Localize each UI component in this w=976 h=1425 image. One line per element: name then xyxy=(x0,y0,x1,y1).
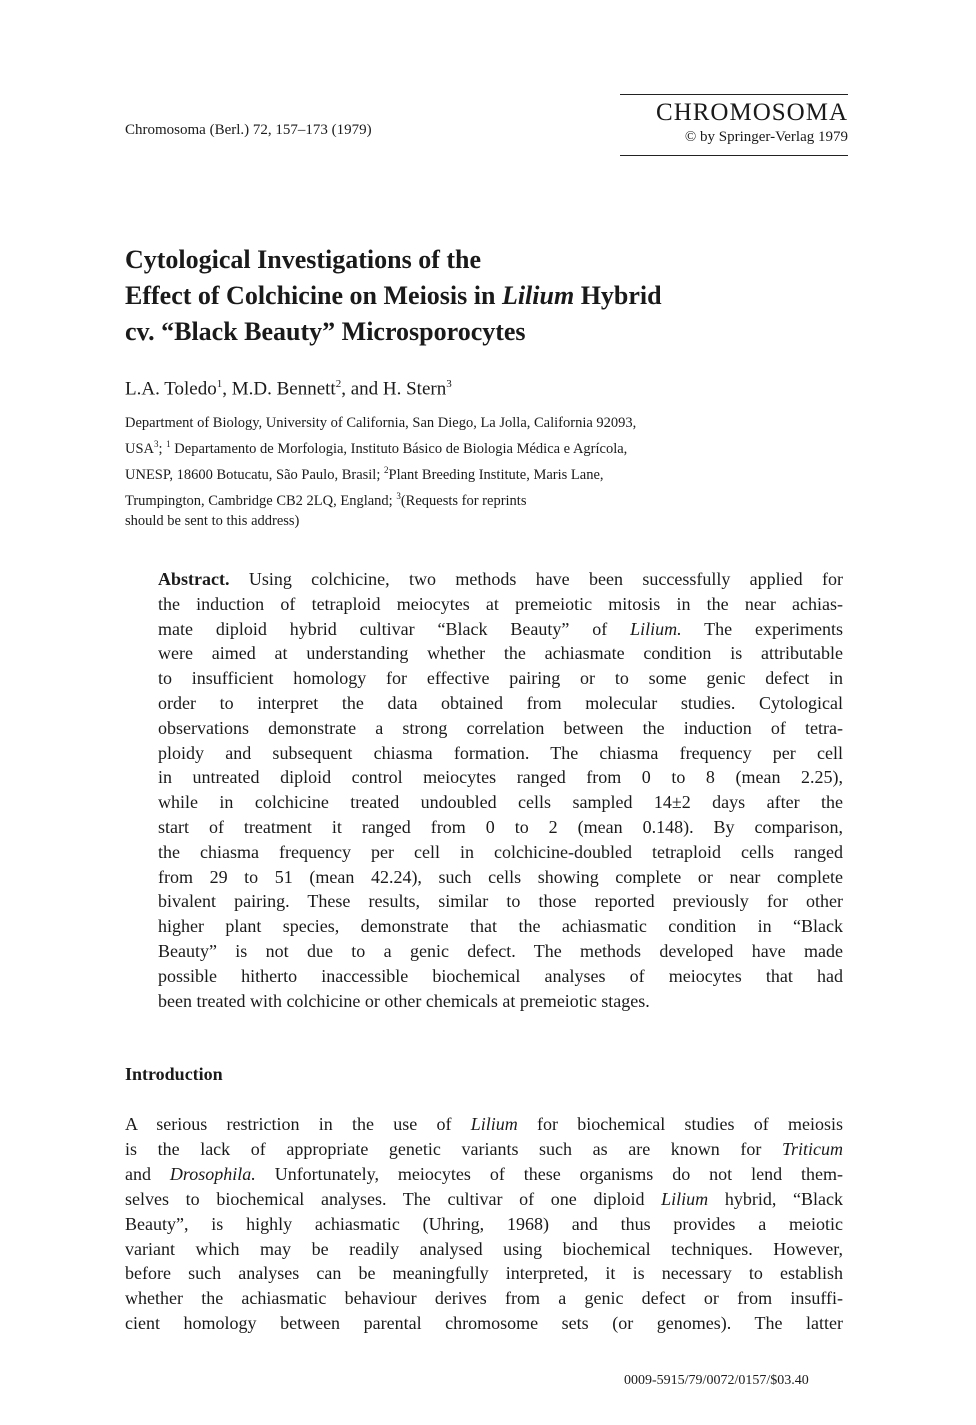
author-bennett-mark: 2 xyxy=(335,378,342,390)
introduction-body xyxy=(125,1112,843,1336)
journal-masthead xyxy=(620,94,848,156)
abstract-line: to insufficient homology for effective pairing or to some genic defect in xyxy=(158,668,843,689)
affiliation-text: Departamento de Morfologia, Instituto Básico de Biologia Médica e Agrícola, xyxy=(170,440,628,457)
abstract-line: from 29 to 51 (mean 42.24), such cells showing complete or near complete xyxy=(158,866,843,887)
affiliation-text: Plant Breeding Institute, Maris Lane, xyxy=(388,466,604,483)
intro-line xyxy=(125,1187,843,1212)
affiliation-line xyxy=(125,486,825,512)
intro-line: before such analyses can be meaningfully interpreted, it is necessary to establish xyxy=(125,1263,843,1284)
copyright-line: © by Springer-Verlag 1979 xyxy=(684,129,848,145)
author-separator: , and xyxy=(341,378,383,400)
affiliation-mark: 3 xyxy=(154,439,159,449)
abstract-line: start of treatment it ranged from 0 to 2 (mean 0.148). By comparison, xyxy=(158,816,843,837)
title-line-1: Cytological Investigations of the xyxy=(125,245,482,274)
affiliation-line: Department of Biology, University of California, San Diego, La Jolla, California 92093, xyxy=(125,415,637,431)
affiliation-mark: 2 xyxy=(384,464,389,475)
abstract-line: the chiasma frequency per cell in colchicine-doubled tetraploid cells ranged xyxy=(158,841,843,862)
title-line-2-end: Hybrid xyxy=(574,281,662,310)
affiliation-mark: 1 xyxy=(166,439,171,449)
intro-line: Beauty”, is highly achiasmatic (Uhring, 1968) and thus provides a meiotic xyxy=(125,1213,843,1234)
affiliation-text: Trumpington, Cambridge CB2 2LQ, England; xyxy=(125,492,397,509)
journal-name: CHROMOSOMA xyxy=(656,99,848,126)
affiliation-text: (Requests for reprints xyxy=(400,492,527,509)
abstract-line: been treated with colchicine or other chemicals at premeiotic stages. xyxy=(158,990,650,1011)
author-stern: H. Stern xyxy=(382,378,447,400)
author-toledo: L.A. Toledo xyxy=(125,378,217,400)
author-toledo-mark: 1 xyxy=(216,378,223,390)
abstract-line: bivalent pairing. These results, similar to those reported previously for other xyxy=(158,891,843,912)
abstract-line: ploidy and subsequent chiasma formation. The chiasma frequency per cell xyxy=(158,742,843,763)
title-line-2 xyxy=(125,278,885,314)
article-title xyxy=(125,242,885,350)
title-genus: Lilium xyxy=(501,281,575,310)
intro-line: variant which may be readily analysed using biochemical techniques. However, xyxy=(125,1238,843,1259)
masthead-top-rule xyxy=(620,94,848,95)
intro-text: A serious restriction in the use of xyxy=(125,1114,471,1134)
abstract-line: in untreated diploid control meiocytes ranged from 0 to 8 (mean 2.25), xyxy=(158,767,843,788)
intro-genus: Drosophila. xyxy=(169,1163,256,1184)
affiliation-mark: 3 xyxy=(396,490,401,501)
author-separator: , xyxy=(222,378,232,400)
abstract-label: Abstract. xyxy=(158,569,230,589)
affiliation-line: should be sent to this address) xyxy=(125,513,300,530)
abstract xyxy=(158,567,843,1013)
affiliation-line xyxy=(125,460,825,486)
abstract-line: Beauty” is not due to a genic defect. The methods developed have made xyxy=(158,940,843,961)
masthead-bottom-rule xyxy=(620,155,848,156)
author-stern-mark: 3 xyxy=(446,378,452,390)
intro-text: selves to biochemical analyses. The cultivar of one diploid xyxy=(125,1188,662,1209)
abstract-line: the induction of tetraploid meiocytes at premeiotic mitosis in the near achias- xyxy=(158,593,843,614)
intro-genus: Lilium xyxy=(470,1114,518,1134)
title-line-3: cv. “Black Beauty” Microsporocytes xyxy=(125,317,526,346)
author-list xyxy=(125,378,452,400)
intro-line xyxy=(125,1162,843,1187)
intro-line: cient homology between parental chromosome sets (or genomes). The latter xyxy=(125,1313,843,1334)
intro-genus: Lilium xyxy=(661,1188,709,1209)
affiliation-text: ; xyxy=(158,440,167,457)
abstract-line xyxy=(158,567,843,592)
intro-text: and xyxy=(125,1163,170,1184)
intro-genus: Triticum xyxy=(781,1138,843,1159)
abstract-text: Using colchicine, two methods have been successfully applied for xyxy=(229,569,843,589)
abstract-text: The experiments xyxy=(681,618,843,639)
abstract-genus: Lilium. xyxy=(630,618,682,639)
abstract-text: mate diploid hybrid cultivar “Black Beauty” of xyxy=(158,618,631,639)
abstract-line: possible hitherto inaccessible biochemical analyses of meiocytes that had xyxy=(158,965,843,986)
affiliation-text: USA xyxy=(125,440,155,457)
abstract-line: order to interpret the data obtained from molecular studies. Cytological xyxy=(158,692,843,713)
intro-text: hybrid, “Black xyxy=(708,1188,843,1209)
affiliation-text: UNESP, 18600 Botucatu, São Paulo, Brasil; xyxy=(125,466,384,483)
intro-text: is the lack of appropriate genetic variants such as are known for xyxy=(125,1138,782,1159)
abstract-line: higher plant species, demonstrate that the achiasmatic condition in “Black xyxy=(158,916,843,937)
abstract-line xyxy=(158,617,843,642)
intro-line: whether the achiasmatic behaviour derives from a genic defect or from insuffi- xyxy=(125,1288,843,1309)
intro-line xyxy=(125,1137,843,1162)
intro-text: Unfortunately, meiocytes of these organisms do not lend them- xyxy=(255,1163,843,1184)
author-affiliations xyxy=(125,413,825,532)
abstract-line: were aimed at understanding whether the achiasmate condition is attributable xyxy=(158,643,843,664)
abstract-line: while in colchicine treated undoubled cells sampled 14±2 days after the xyxy=(158,792,843,813)
affiliation-line xyxy=(125,434,825,460)
journal-citation: Chromosoma (Berl.) 72, 157–173 (1979) xyxy=(125,122,372,138)
title-line-2-start: Effect of Colchicine on Meiosis in xyxy=(125,281,502,310)
abstract-line: observations demonstrate a strong correlation between the induction of tetra- xyxy=(158,717,843,738)
article-code: 0009-5915/79/0072/0157/$03.40 xyxy=(624,1373,809,1388)
section-heading-introduction: Introduction xyxy=(125,1064,223,1084)
intro-text: for biochemical studies of meiosis xyxy=(517,1114,843,1134)
author-bennett: M.D. Bennett xyxy=(231,378,336,400)
intro-line xyxy=(125,1112,843,1137)
